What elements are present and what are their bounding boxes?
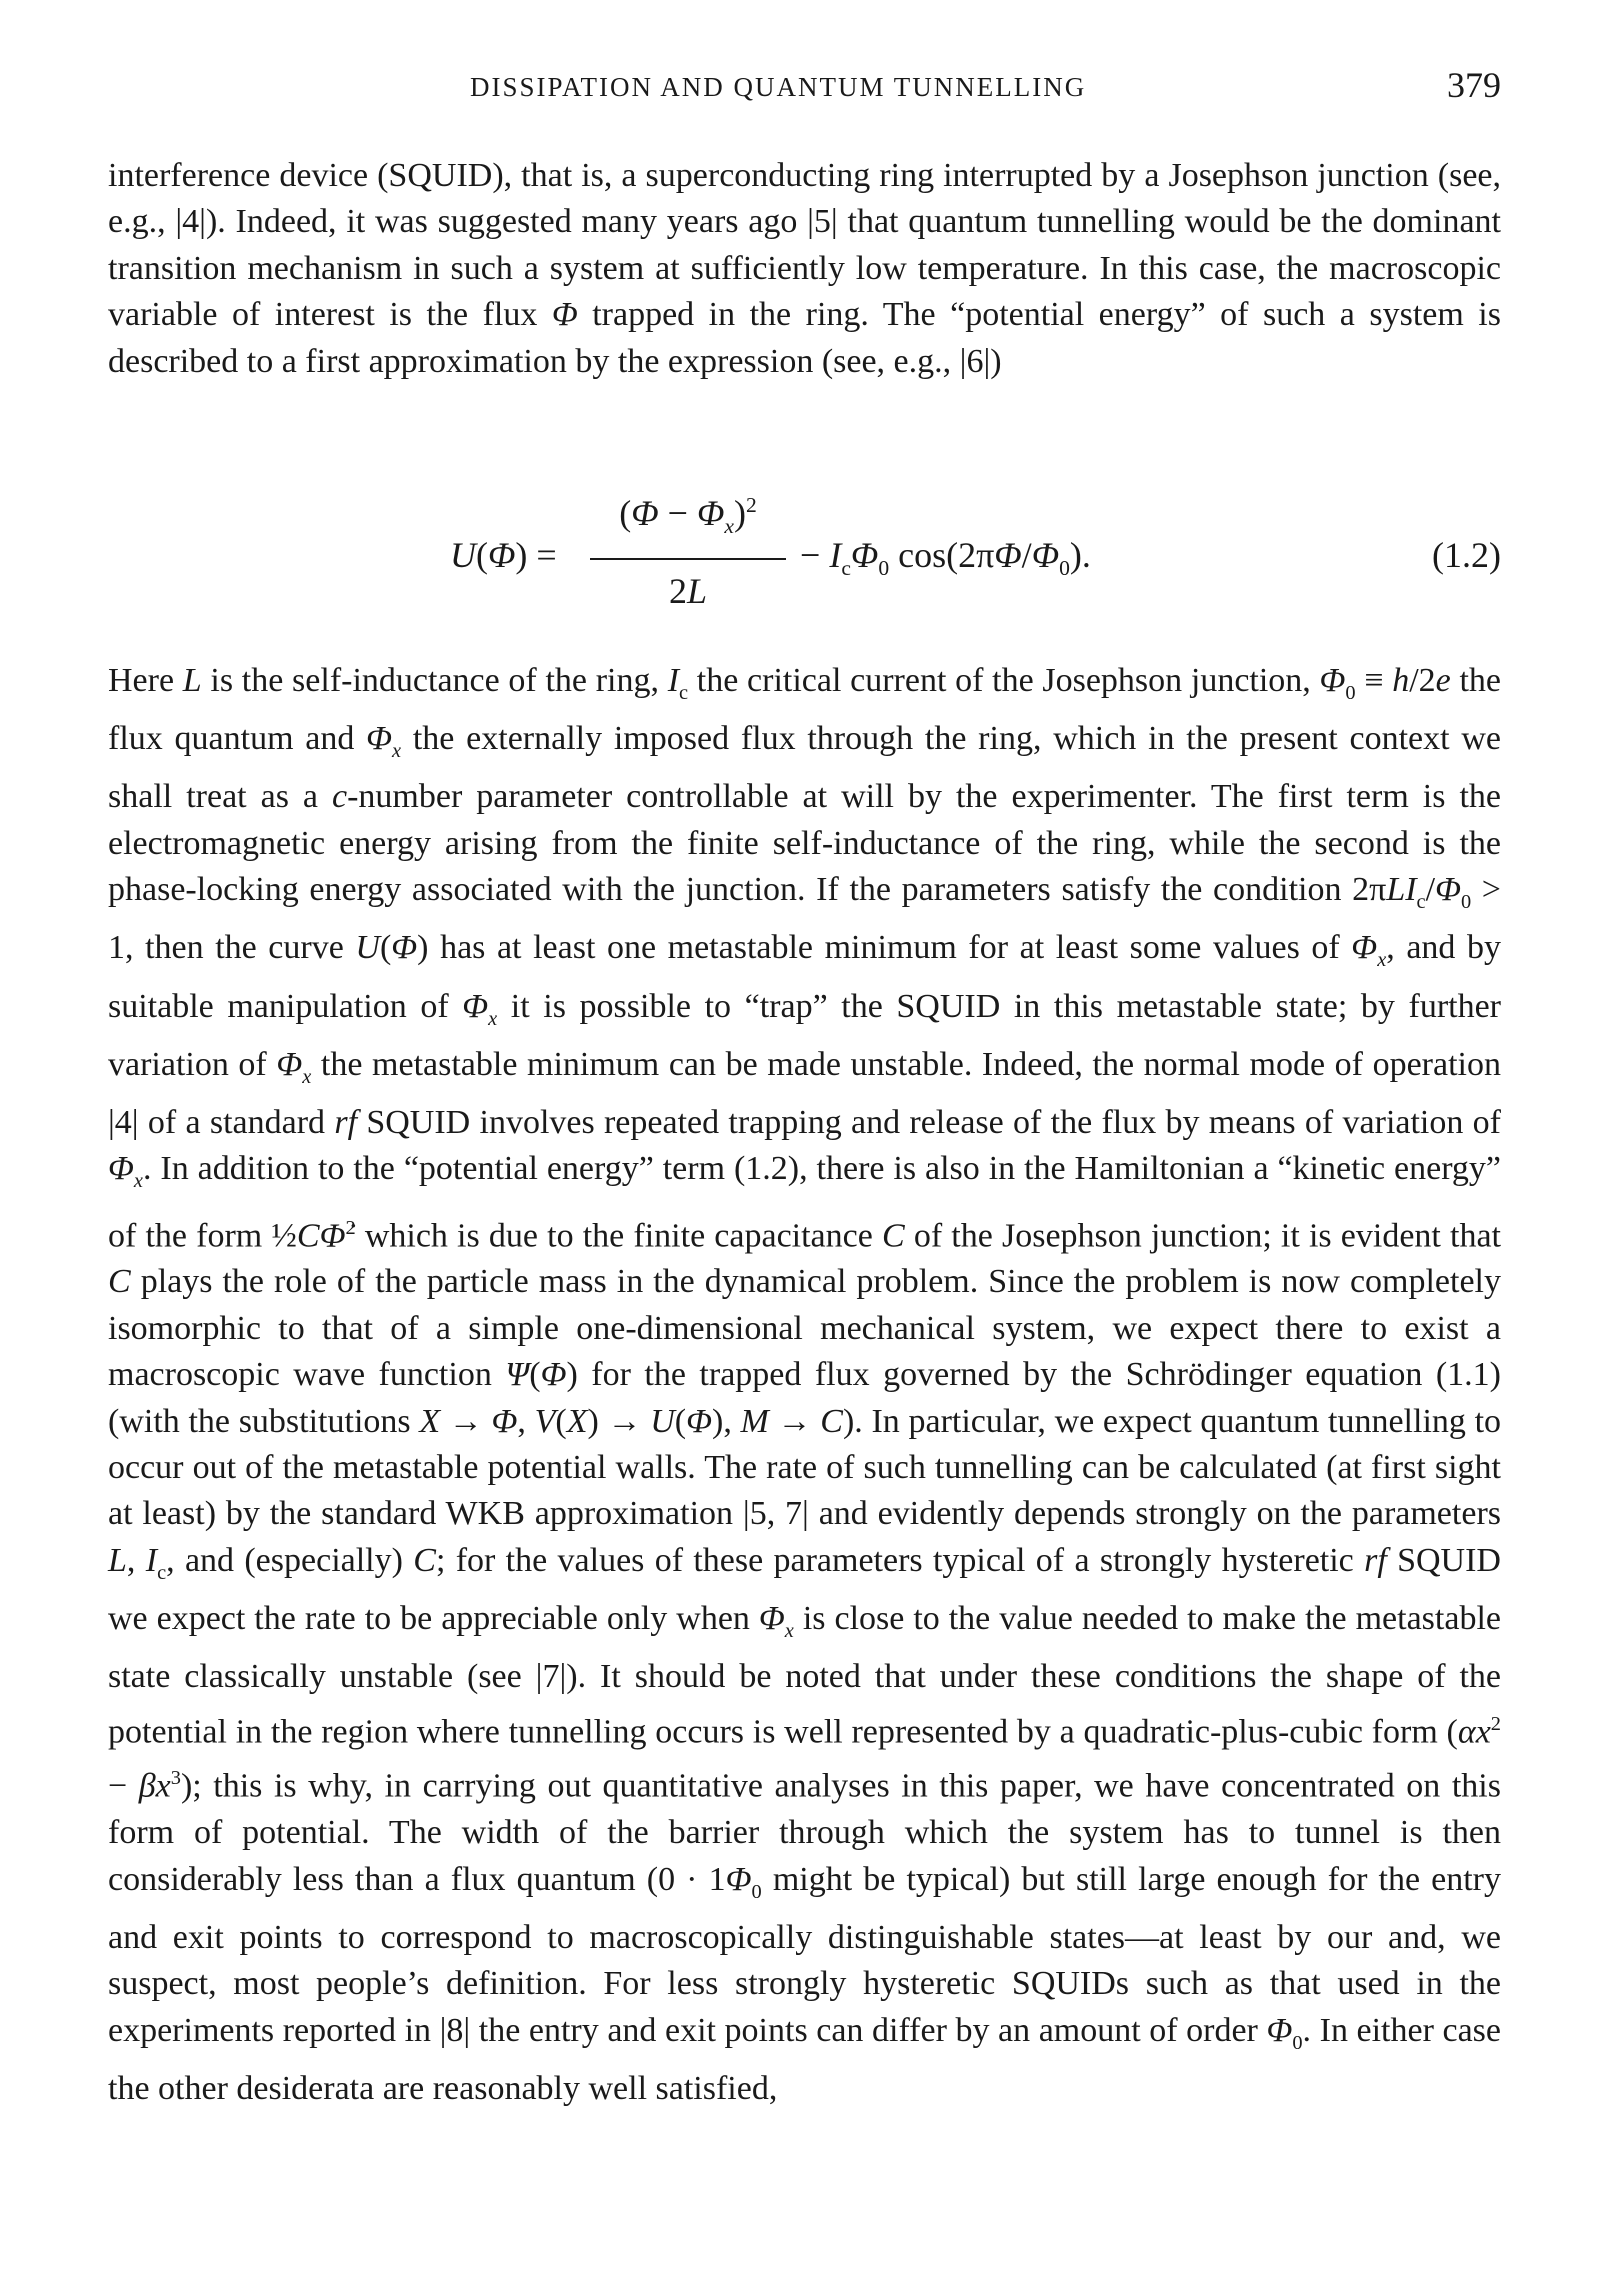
- equation-fraction: [590, 490, 786, 620]
- fraction-denominator: 2L: [668, 571, 708, 611]
- fraction-numerator: $(\Phi - \Phi_x)^2$: [619, 493, 757, 539]
- equation-rhs: − $I_c\Phi_0$ $\cos(2\pi\Phi/\Phi_0)$.: [800, 535, 1091, 581]
- equation-lhs: U(Φ) =: [450, 535, 557, 575]
- paragraph-intro: interference device (SQUID), that is, a superconducting ring interrupted by a Josephson junction (see, e.g., |4|). Indeed, it was suggested many years ago |5| that quantum tunnelling would be the dominant transition mechanism in such a system at sufficiently low temperature. In this case, the macroscopic variable of interest is the flux Φ trapped in the ring. The “potential energy” of such a system is described to a first approximation by the expression (see, e.g., |6|): [108, 157, 1501, 380]
- page-number: 379: [1447, 65, 1501, 105]
- page-header: [0, 60, 1601, 110]
- paragraph-main: Here L is the self-inductance of the ring, $I_c$ the critical current of the Josephson junction, $\Phi_0 \equiv h/2e$ the flux quantum and $\Phi_x$ the externally imposed flux through the ring, which in the present context we shall treat as a c-number parameter controllable at will by the experimenter. The first term is the electromagnetic energy arising from the finite self-inductance of the ring, while the second is the phase-locking energy associated with the junction. If the parameters satisfy the condition $2\pi LI_c/\Phi_0 > 1$, then the curve U(Φ) has at least one metastable minimum for at least some values of $\Phi_x$, and by suitable manipulation of $\Phi_x$ it is possible to “trap” the SQUID in this metastable state; by further variation of $\Phi_x$ the metastable minimum can be made unstable. Indeed, the normal mode of operation |4| of a standard rf SQUID involves repeated trapping and release of the flux by means of variation of $\Phi_x$. In addition to the “potential energy” term (1.2), there is also in the Hamiltonian a “kinetic energy” of the form ½CΦ̇$^2$ which is due to the finite capacitance C of the Josephson junction; it is evident that C plays the role of the particle mass in the dynamical problem. Since the problem is now completely isomorphic to that of a simple one-dimensional mechanical system, we expect there to exist a macroscopic wave function Ψ(Φ) for the trapped flux governed by the Schrödinger equation (1.1) (with the substitutions X → Φ, V(X) → U(Φ), M → C). In particular, we expect quantum tunnelling to occur out of the metastable potential walls. The rate of such tunnelling can be calculated (at first sight at least) by the standard WKB approximation |5, 7| and evidently depends strongly on the parameters L, $I_c$, and (especially) C; for the values of these parameters typical of a strongly hysteretic rf SQUID we expect the rate to be appreciable only when $\Phi_x$ is close to the value needed to make the metastable state classically unstable (see |7|). It should be noted that under these conditions the shape of the potential in the region where tunnelling occurs is well represented by a quadratic-plus-cubic form $(\alpha x^2 - \beta x^3)$; this is why, in carrying out quantitative analyses in this paper, we have concentrated on this form of potential. The width of the barrier through which the system has to tunnel is then considerably less than a flux quantum ($0 \cdot 1\Phi_0$ might be typical) but still large enough for the entry and exit points to correspond to macroscopically distinguishable states—at least by our and, we suspect, most people’s definition. For less strongly hysteretic SQUIDs such as that used in the experiments reported in |8| the entry and exit points can differ by an amount of order $\Phi_0$. In either case the other desiderata are reasonably well satisfied,: [108, 662, 1502, 2107]
- equation-number: (1.2): [1432, 535, 1501, 575]
- fraction-bar: [590, 558, 786, 560]
- running-head: DISSIPATION AND QUANTUM TUNNELLING: [470, 72, 1087, 102]
- equation-1-2: [0, 490, 1601, 620]
